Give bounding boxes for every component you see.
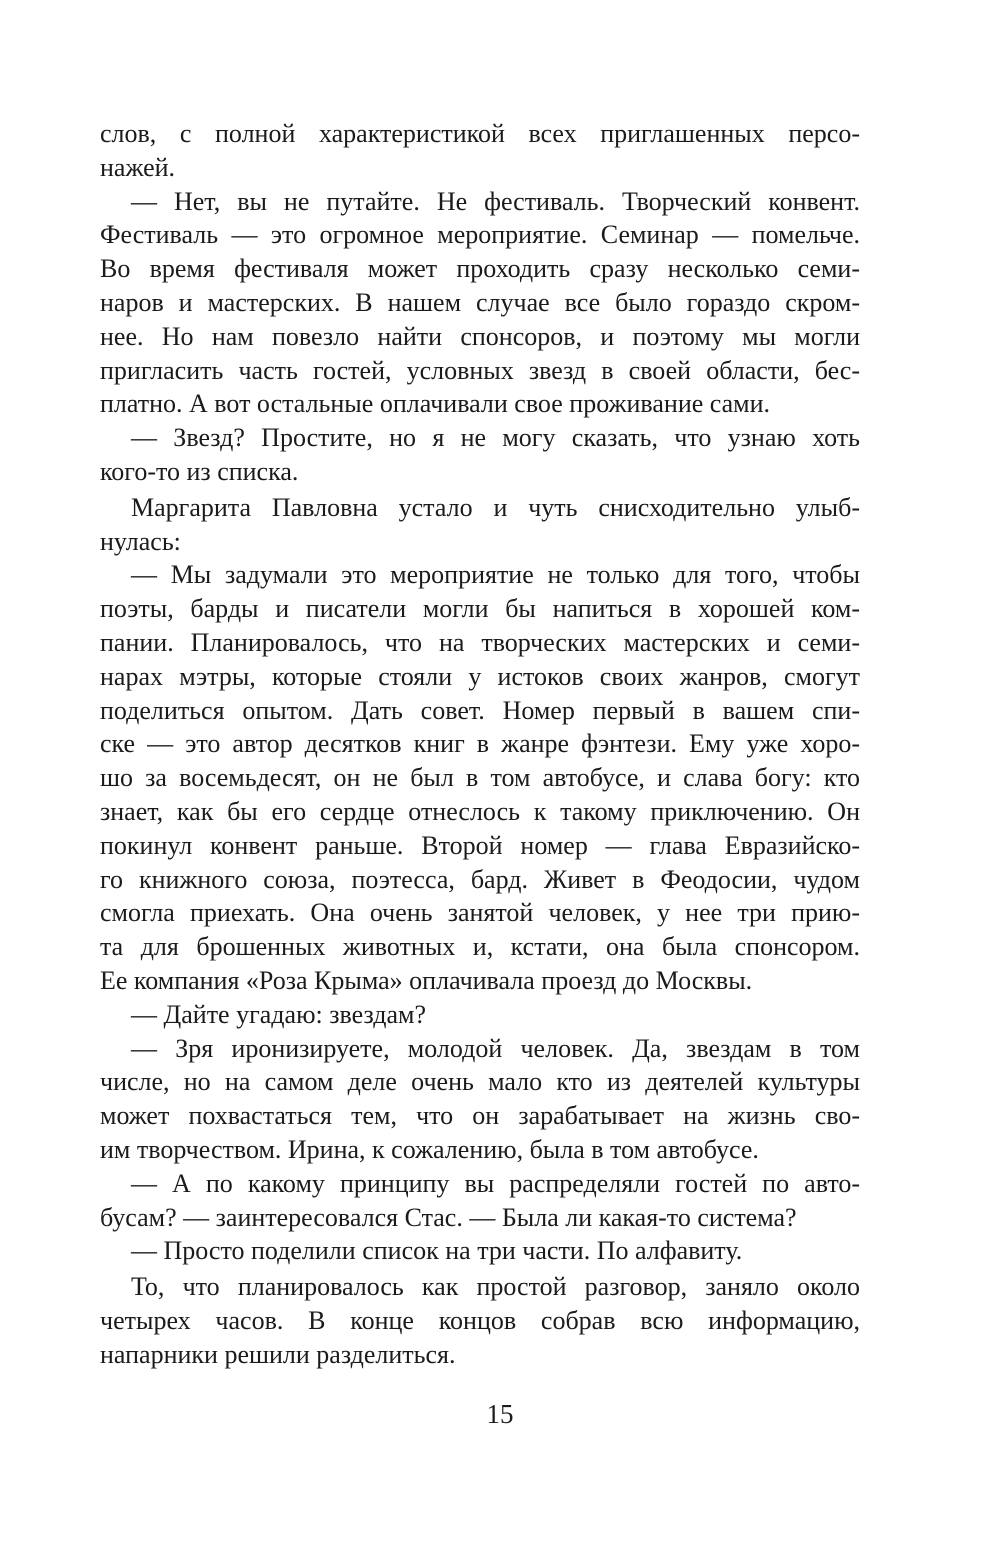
text-line: Фестиваль — это огромное мероприятие. Семинар — помельче. bbox=[100, 220, 860, 250]
text-line: шо за восемьдесят, он не был в том автобусе, и слава богу: кто bbox=[100, 763, 860, 793]
text-line: пригласить часть гостей, условных звезд в своей области, бес- bbox=[100, 355, 860, 385]
text-line: Во время фестиваля может проходить сразу несколько семи- bbox=[100, 254, 860, 284]
text-line: слов, с полной характеристикой всех приглашенных персо- bbox=[100, 119, 860, 148]
text-line: напарники решили разделиться. bbox=[100, 1339, 456, 1369]
text-line: поэты, барды и писатели могли бы напиться в хорошей ком- bbox=[100, 594, 860, 624]
text-line: поделиться опытом. Дать совет. Номер первый в вашем спи- bbox=[100, 695, 860, 725]
text-line: покинул конвент раньше. Второй номер — глава Евразийско- bbox=[100, 830, 860, 860]
text-line: ске — это автор десятков книг в жанре фэнтези. Ему уже хоро- bbox=[100, 729, 860, 759]
text-line: — Дайте угадаю: звездам? bbox=[131, 999, 427, 1029]
text-line: та для брошенных животных и, кстати, она была спонсором. bbox=[100, 932, 860, 962]
text-line: смогла приехать. Она очень занятой человек, у нее три прию- bbox=[100, 898, 860, 928]
text-line: четырех часов. В конце концов собрав всю информацию, bbox=[100, 1305, 860, 1335]
text-line: им творчеством. Ирина, к сожалению, была в том автобусе. bbox=[100, 1134, 759, 1164]
text-line: бусам? — заинтересовался Стас. — Была ли какая-то система? bbox=[100, 1202, 797, 1232]
text-line: — Зря иронизируете, молодой человек. Да, звездам в том bbox=[131, 1033, 860, 1063]
text-line: наров и мастерских. В нашем случае все было гораздо скром- bbox=[100, 287, 860, 317]
text-line: То, что планировалось как простой разговор, заняло около bbox=[131, 1272, 860, 1302]
text-line: может похвастаться тем, что он зарабатывает на жизнь сво- bbox=[100, 1101, 860, 1131]
text-line: — Звезд? Простите, но я не могу сказать, что узнаю хоть bbox=[131, 423, 860, 453]
text-line: нулась: bbox=[100, 526, 181, 556]
text-line: — Нет, вы не путайте. Не фестиваль. Творческий конвент. bbox=[131, 186, 860, 216]
text-line: пании. Планировалось, что на творческих мастерских и семи- bbox=[100, 627, 860, 657]
text-line: нее. Но нам повезло найти спонсоров, и поэтому мы могли bbox=[100, 321, 860, 351]
text-line: — Мы задумали это мероприятие не только для того, чтобы bbox=[131, 560, 860, 590]
text-line: го книжного союза, поэтесса, бард. Живет в Феодосии, чудом bbox=[100, 864, 860, 894]
page-number: 15 bbox=[486, 1399, 514, 1429]
text-line: Маргарита Павловна устало и чуть снисходительно улыб- bbox=[131, 492, 860, 522]
text-line: Ее компания «Роза Крыма» оплачивала проезд до Москвы. bbox=[100, 965, 753, 995]
text-line: — А по какому принципу вы распределяли гостей по авто- bbox=[131, 1168, 860, 1198]
text-line: знает, как бы его сердце отнеслось к такому приключению. Он bbox=[100, 796, 860, 826]
body-text bbox=[100, 117, 860, 1371]
text-line: нажей. bbox=[100, 152, 176, 182]
text-line: нарах мэтры, которые стояли у истоков своих жанров, смогут bbox=[100, 661, 860, 691]
text-line: платно. А вот остальные оплачивали свое проживание сами. bbox=[100, 389, 771, 419]
text-line: — Просто поделили список на три части. По алфавиту. bbox=[131, 1236, 743, 1266]
text-line: числе, но на самом деле очень мало кто из деятелей культуры bbox=[100, 1067, 860, 1097]
text-line: кого-то из списка. bbox=[100, 456, 299, 486]
